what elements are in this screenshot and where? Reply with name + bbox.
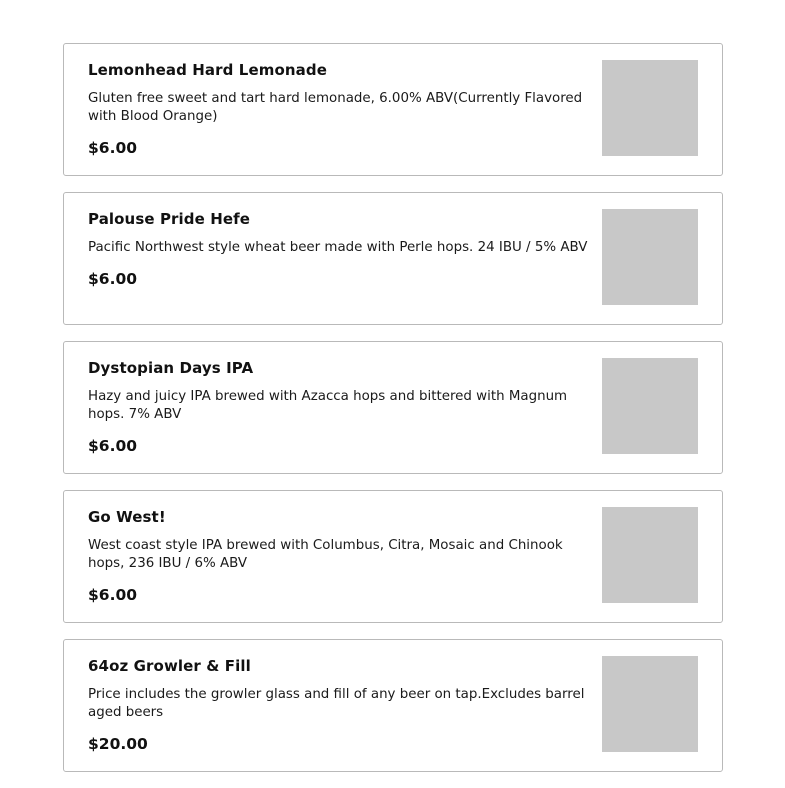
menu-item-name: 64oz Growler & Fill bbox=[88, 657, 251, 675]
menu-item-card[interactable] bbox=[63, 639, 723, 772]
menu-item-description: Price includes the growler glass and fill of any beer on tap.Excludes barrel aged beers bbox=[88, 687, 585, 720]
menu-item-price: $6.00 bbox=[88, 270, 138, 288]
menu-item-price: $6.00 bbox=[88, 586, 138, 604]
menu-item-description: West coast style IPA brewed with Columbus, Citra, Mosaic and Chinook hops, 236 IBU / 6% ABV bbox=[88, 538, 563, 571]
menu-item-details bbox=[88, 656, 588, 754]
menu-item-image-placeholder bbox=[602, 358, 698, 454]
menu-item-description: Hazy and juicy IPA brewed with Azacca hops and bittered with Magnum hops. 7% ABV bbox=[88, 389, 568, 422]
menu-item-image-placeholder bbox=[602, 60, 698, 156]
menu-item-image-placeholder bbox=[602, 209, 698, 305]
menu-item-name: Dystopian Days IPA bbox=[88, 359, 254, 377]
menu-item-description: Pacific Northwest style wheat beer made with Perle hops. 24 IBU / 5% ABV bbox=[88, 240, 588, 255]
menu-item-name: Go West! bbox=[88, 508, 166, 526]
menu-item-image-placeholder bbox=[602, 656, 698, 752]
menu-item-description: Gluten free sweet and tart hard lemonade, 6.00% ABV(Currently Flavored with Blood Orange) bbox=[88, 91, 583, 124]
menu-item-name: Palouse Pride Hefe bbox=[88, 210, 251, 228]
menu-item-card[interactable] bbox=[63, 43, 723, 176]
menu-item-card[interactable] bbox=[63, 192, 723, 325]
menu-item-details bbox=[88, 60, 588, 158]
menu-item-price: $20.00 bbox=[88, 735, 148, 753]
menu-item-price: $6.00 bbox=[88, 437, 138, 455]
menu-item-card[interactable] bbox=[63, 490, 723, 623]
menu-item-card[interactable] bbox=[63, 341, 723, 474]
menu-item-name: Lemonhead Hard Lemonade bbox=[88, 61, 327, 79]
menu-item-list bbox=[63, 43, 723, 788]
menu-item-image-placeholder bbox=[602, 507, 698, 603]
menu-item-price: $6.00 bbox=[88, 139, 138, 157]
menu-item-details bbox=[88, 507, 588, 605]
menu-item-details bbox=[88, 358, 588, 456]
menu-item-details bbox=[88, 209, 588, 289]
